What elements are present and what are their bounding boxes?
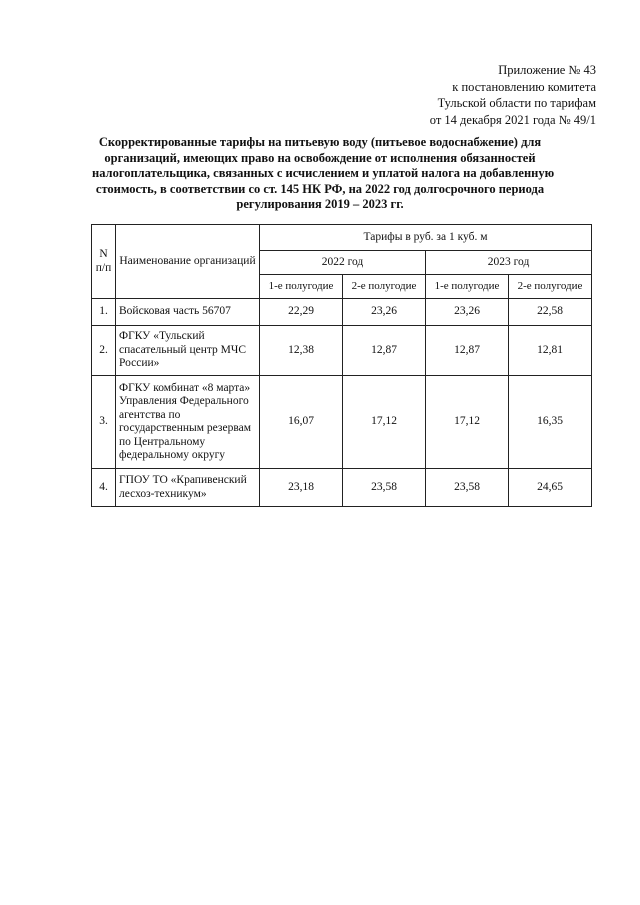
tariff-table <box>91 224 592 507</box>
title-line: налогоплательщика, связанных с исчислением и уплатой налога на добавленную <box>92 166 555 180</box>
row-number: 3. <box>92 376 116 469</box>
header-number: N п/п <box>92 225 116 299</box>
header-year: 2023 год <box>426 251 592 275</box>
tariff-value: 17,12 <box>426 376 509 469</box>
title-line: стоимость, в соответствии со ст. 145 НК РФ, на 2022 год долгосрочного периода <box>95 181 545 196</box>
tariff-value: 23,58 <box>426 469 509 507</box>
table-row <box>92 376 592 469</box>
organization-name: ФГКУ «Тульский спасательный центр МЧС России» <box>116 326 260 376</box>
tariff-value: 23,26 <box>343 299 426 326</box>
row-number: 4. <box>92 469 116 507</box>
header-tariffs: Тарифы в руб. за 1 куб. м <box>260 225 592 251</box>
header-organization-name: Наименование организаций <box>116 225 260 299</box>
header-half-year: 2-е полугодие <box>343 275 426 299</box>
tariff-value: 16,07 <box>260 376 343 469</box>
title-line: регулирования 2019 – 2023 гг. <box>236 197 404 211</box>
row-number: 2. <box>92 326 116 376</box>
row-number: 1. <box>92 299 116 326</box>
tariff-value: 23,26 <box>426 299 509 326</box>
tariff-value: 17,12 <box>343 376 426 469</box>
organization-name: Войсковая часть 56707 <box>116 299 260 326</box>
document-title <box>92 135 555 213</box>
annex-line: от 14 декабря 2021 года № 49/1 <box>429 112 596 127</box>
tariff-value: 12,87 <box>426 326 509 376</box>
tariff-value: 12,81 <box>509 326 592 376</box>
tariff-value: 12,87 <box>343 326 426 376</box>
tariff-value: 23,58 <box>343 469 426 507</box>
annex-line: Приложение № 43 <box>498 63 596 77</box>
tariff-value: 12,38 <box>260 326 343 376</box>
annex-line: Тульской области по тарифам <box>437 96 596 110</box>
table-row <box>92 469 592 507</box>
header-half-year: 1-е полугодие <box>426 275 509 299</box>
title-line: Скорректированные тарифы на питьевую воду (питьевое водоснабжение) для <box>98 135 542 149</box>
title-line: организаций, имеющих право на освобождение от исполнения обязанностей <box>104 150 536 165</box>
annex-line: к постановлению комитета <box>452 79 596 94</box>
table-row <box>92 299 592 326</box>
tariff-value: 23,18 <box>260 469 343 507</box>
organization-name: ГПОУ ТО «Крапивенский лесхоз-техникум» <box>116 469 260 507</box>
tariff-value: 16,35 <box>509 376 592 469</box>
table-row <box>92 326 592 376</box>
tariff-value: 22,58 <box>509 299 592 326</box>
tariff-value: 24,65 <box>509 469 592 507</box>
header-half-year: 1-е полугодие <box>260 275 343 299</box>
tariff-value: 22,29 <box>260 299 343 326</box>
organization-name: ФГКУ комбинат «8 марта» Управления Федерального агентства по государственным резервам по Центральному федеральному округу <box>116 376 260 469</box>
header-half-year: 2-е полугодие <box>509 275 592 299</box>
annex-reference <box>430 62 596 128</box>
header-year: 2022 год <box>260 251 426 275</box>
